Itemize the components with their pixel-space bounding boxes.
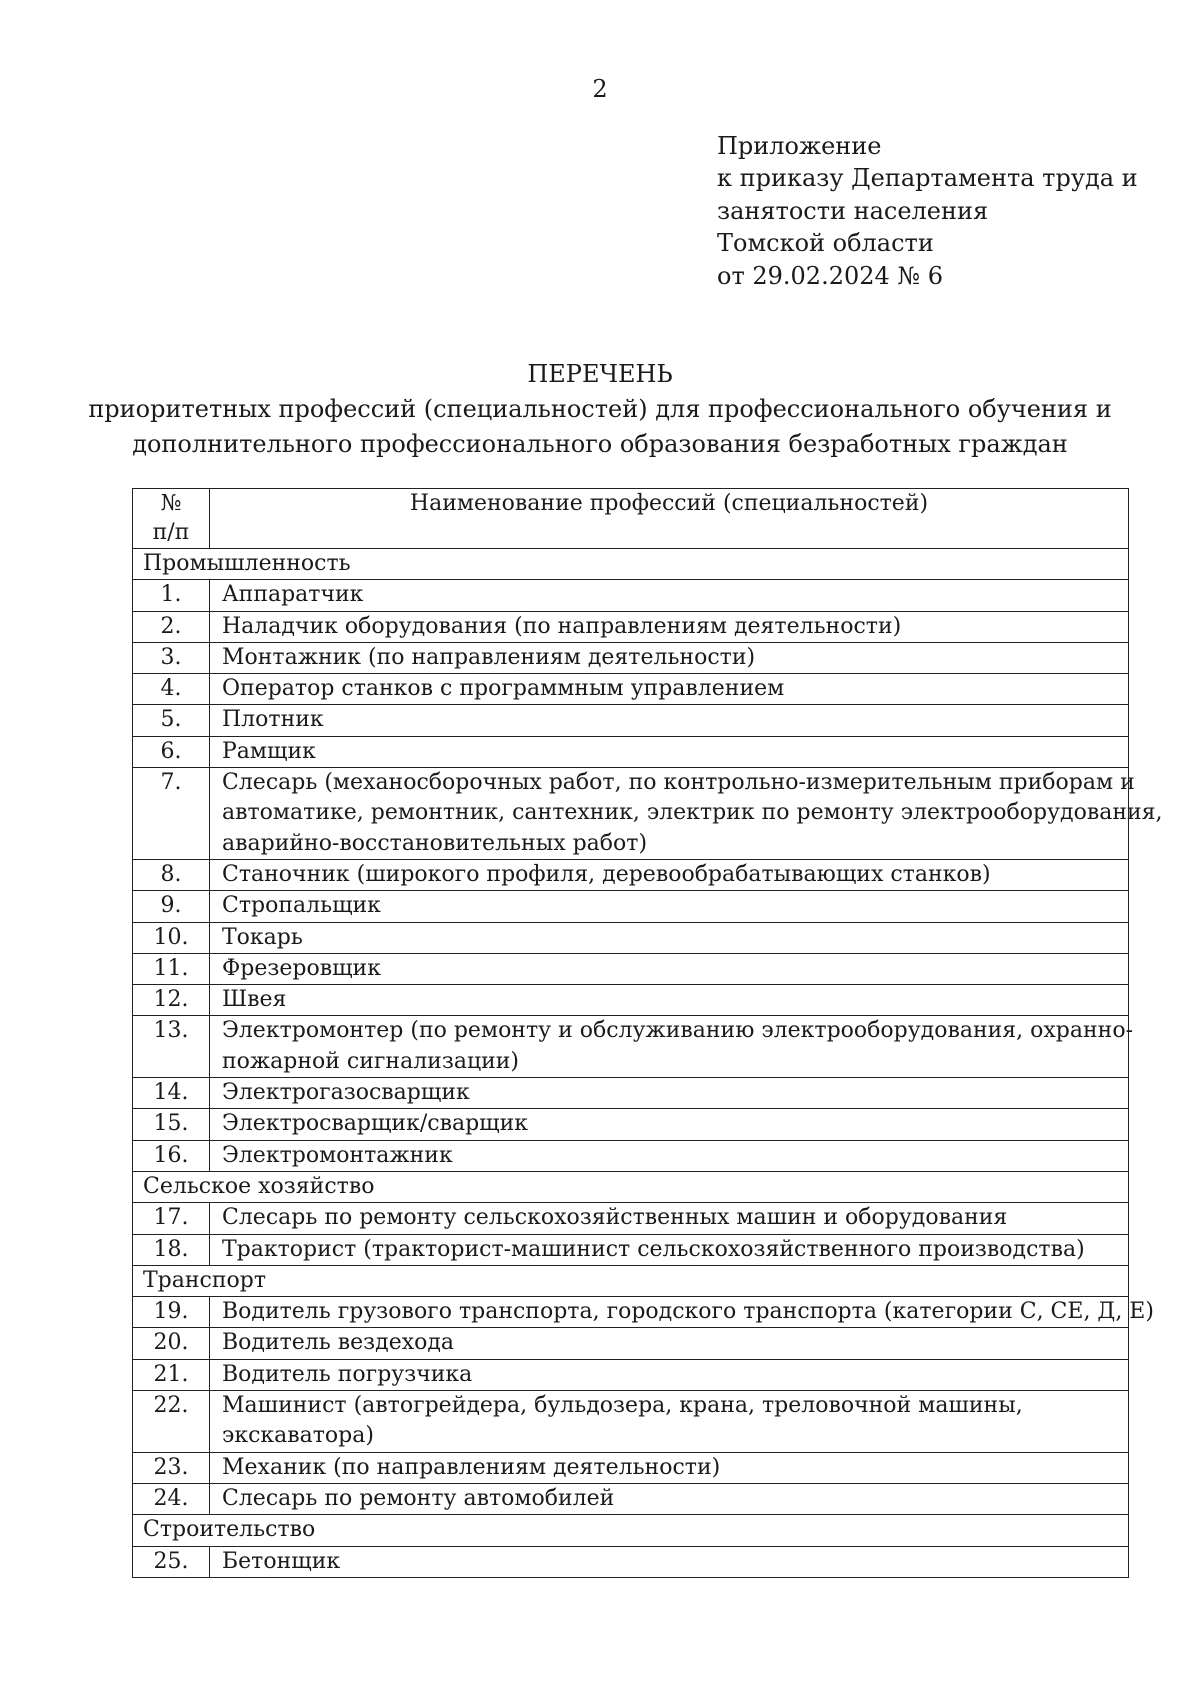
section-title: Транспорт xyxy=(133,1265,1129,1296)
profession-name xyxy=(210,1109,1129,1140)
section-row xyxy=(133,549,1129,580)
profession-name-line: Электромонтер (по ремонту и обслуживанию электрооборудования, охранно- xyxy=(222,1018,1134,1044)
profession-name-line: Токарь xyxy=(222,924,303,950)
row-number: 7. xyxy=(133,768,210,860)
profession-name xyxy=(210,859,1129,890)
row-number: 15. xyxy=(133,1109,210,1140)
row-number: 10. xyxy=(133,922,210,953)
table-row xyxy=(133,1297,1129,1328)
profession-name-line: Механик (по направлениям деятельности) xyxy=(222,1454,721,1480)
page-number: 2 xyxy=(592,75,608,103)
profession-name-line: Бетонщик xyxy=(222,1548,341,1574)
table-row xyxy=(133,736,1129,767)
row-number: 22. xyxy=(133,1391,210,1453)
profession-name-line: пожарной сигнализации) xyxy=(222,1048,520,1074)
profession-name-line: Монтажник (по направлениям деятельности) xyxy=(222,644,756,670)
profession-name xyxy=(210,674,1129,705)
table-row xyxy=(133,922,1129,953)
profession-name-line: Тракторист (тракторист-машинист сельскохозяйственного производства) xyxy=(222,1236,1085,1262)
profession-name-line: Машинист (автогрейдера, бульдозера, крана, треловочной машины, xyxy=(222,1393,1023,1419)
table-row xyxy=(133,859,1129,890)
row-number: 17. xyxy=(133,1203,210,1234)
profession-name-line: Стропальщик xyxy=(222,893,381,919)
section-row xyxy=(133,1265,1129,1296)
profession-name-line: Наладчик оборудования (по направлениям деятельности) xyxy=(222,613,902,639)
row-number: 12. xyxy=(133,985,210,1016)
profession-name-line: Плотник xyxy=(222,707,324,733)
profession-name xyxy=(210,705,1129,736)
profession-name xyxy=(210,1078,1129,1109)
table-row xyxy=(133,1452,1129,1483)
row-number: 14. xyxy=(133,1078,210,1109)
profession-name xyxy=(210,611,1129,642)
profession-name xyxy=(210,1234,1129,1265)
table-row xyxy=(133,1234,1129,1265)
row-number: 21. xyxy=(133,1359,210,1390)
table-header-row xyxy=(133,489,1129,549)
appendix-line: от 29.02.2024 № 6 xyxy=(717,261,944,290)
profession-name xyxy=(210,642,1129,673)
appendix-line: занятости населения xyxy=(717,196,989,225)
profession-name-line: Швея xyxy=(222,987,287,1013)
header-name: Наименование профессий (специальностей) xyxy=(210,489,1129,549)
row-number: 23. xyxy=(133,1452,210,1483)
row-number: 16. xyxy=(133,1140,210,1171)
row-number: 19. xyxy=(133,1297,210,1328)
table-row xyxy=(133,705,1129,736)
title-line: приоритетных профессий (специальностей) для профессионального обучения и xyxy=(88,395,1112,423)
profession-name-line: Электромонтажник xyxy=(222,1142,453,1168)
profession-name xyxy=(210,1203,1129,1234)
section-title: Сельское хозяйство xyxy=(133,1171,1129,1202)
profession-name xyxy=(210,953,1129,984)
profession-name-line: Водитель вездехода xyxy=(222,1330,455,1356)
row-number: 2. xyxy=(133,611,210,642)
profession-name xyxy=(210,768,1163,860)
title-line: дополнительного профессионального образования безработных граждан xyxy=(132,430,1068,458)
table-row xyxy=(133,1328,1129,1359)
profession-name xyxy=(210,1328,1129,1359)
table-row xyxy=(133,768,1129,860)
table-row xyxy=(133,1078,1129,1109)
profession-name xyxy=(210,736,1129,767)
row-number: 8. xyxy=(133,859,210,890)
row-number: 18. xyxy=(133,1234,210,1265)
row-number: 3. xyxy=(133,642,210,673)
profession-name xyxy=(210,891,1129,922)
profession-name xyxy=(210,985,1129,1016)
profession-name-line: Электросварщик/сварщик xyxy=(222,1111,529,1137)
row-number: 4. xyxy=(133,674,210,705)
table-row xyxy=(133,891,1129,922)
row-number: 6. xyxy=(133,736,210,767)
table-row xyxy=(133,1359,1129,1390)
profession-name-line: экскаватора) xyxy=(222,1423,374,1449)
profession-name-line: Фрезеровщик xyxy=(222,955,381,981)
profession-name-line: Станочник (широкого профиля, деревообрабатывающих станков) xyxy=(222,861,991,887)
row-number: 5. xyxy=(133,705,210,736)
profession-name xyxy=(210,1016,1134,1078)
section-title: Строительство xyxy=(133,1515,1129,1546)
profession-name-line: Водитель погрузчика xyxy=(222,1361,473,1387)
profession-name-line: Водитель грузового транспорта, городского транспорта (категории С, СЕ, Д, Е) xyxy=(222,1299,1154,1325)
profession-name xyxy=(210,580,1129,611)
profession-name xyxy=(210,1483,1129,1514)
profession-name-line: автоматике, ремонтник, сантехник, электрик по ремонту электрооборудования, xyxy=(222,800,1163,826)
section-row xyxy=(133,1515,1129,1546)
row-number: 13. xyxy=(133,1016,210,1078)
profession-name-line: аварийно-восстановительных работ) xyxy=(222,830,648,856)
profession-name xyxy=(210,1452,1129,1483)
row-number: 24. xyxy=(133,1483,210,1514)
table-row xyxy=(133,953,1129,984)
profession-name-line: Оператор станков с программным управлением xyxy=(222,676,785,702)
profession-name xyxy=(210,922,1129,953)
profession-name-line: Аппаратчик xyxy=(222,582,364,608)
table-row xyxy=(133,1203,1129,1234)
profession-name-line: Электрогазосварщик xyxy=(222,1080,470,1106)
profession-name xyxy=(210,1359,1129,1390)
section-row xyxy=(133,1171,1129,1202)
table-row xyxy=(133,1546,1129,1577)
title-heading: ПЕРЕЧЕНЬ xyxy=(527,360,673,388)
row-number: 25. xyxy=(133,1546,210,1577)
table-row xyxy=(133,674,1129,705)
table-row xyxy=(133,1483,1129,1514)
header-number-line: № xyxy=(160,491,182,516)
row-number: 20. xyxy=(133,1328,210,1359)
table-row xyxy=(133,611,1129,642)
header-number xyxy=(133,489,210,549)
table-row xyxy=(133,1016,1129,1078)
appendix-line: к приказу Департамента труда и xyxy=(717,164,1138,193)
profession-name-line: Слесарь по ремонту автомобилей xyxy=(222,1485,615,1511)
profession-name-line: Рамщик xyxy=(222,738,316,764)
table-row xyxy=(133,642,1129,673)
row-number: 1. xyxy=(133,580,210,611)
profession-name xyxy=(210,1140,1129,1171)
table-row xyxy=(133,580,1129,611)
table-row xyxy=(133,1109,1129,1140)
profession-name xyxy=(210,1546,1129,1577)
section-title: Промышленность xyxy=(133,549,1129,580)
row-number: 9. xyxy=(133,891,210,922)
professions-table xyxy=(132,488,1163,1578)
profession-name xyxy=(210,1297,1154,1328)
table-body xyxy=(133,549,1163,1578)
table-row xyxy=(133,1391,1129,1453)
profession-name-line: Слесарь по ремонту сельскохозяйственных машин и оборудования xyxy=(222,1205,1008,1231)
table-row xyxy=(133,985,1129,1016)
appendix-line: Томской области xyxy=(717,229,934,258)
header-number-line: п/п xyxy=(152,520,190,545)
row-number: 11. xyxy=(133,953,210,984)
profession-name xyxy=(210,1391,1129,1453)
appendix-block xyxy=(717,130,1138,292)
appendix-line: Приложение xyxy=(717,132,882,160)
profession-name-line: Слесарь (механосборочных работ, по контрольно-измерительным приборам и xyxy=(222,770,1135,796)
table-row xyxy=(133,1140,1129,1171)
document-title xyxy=(0,357,1200,462)
